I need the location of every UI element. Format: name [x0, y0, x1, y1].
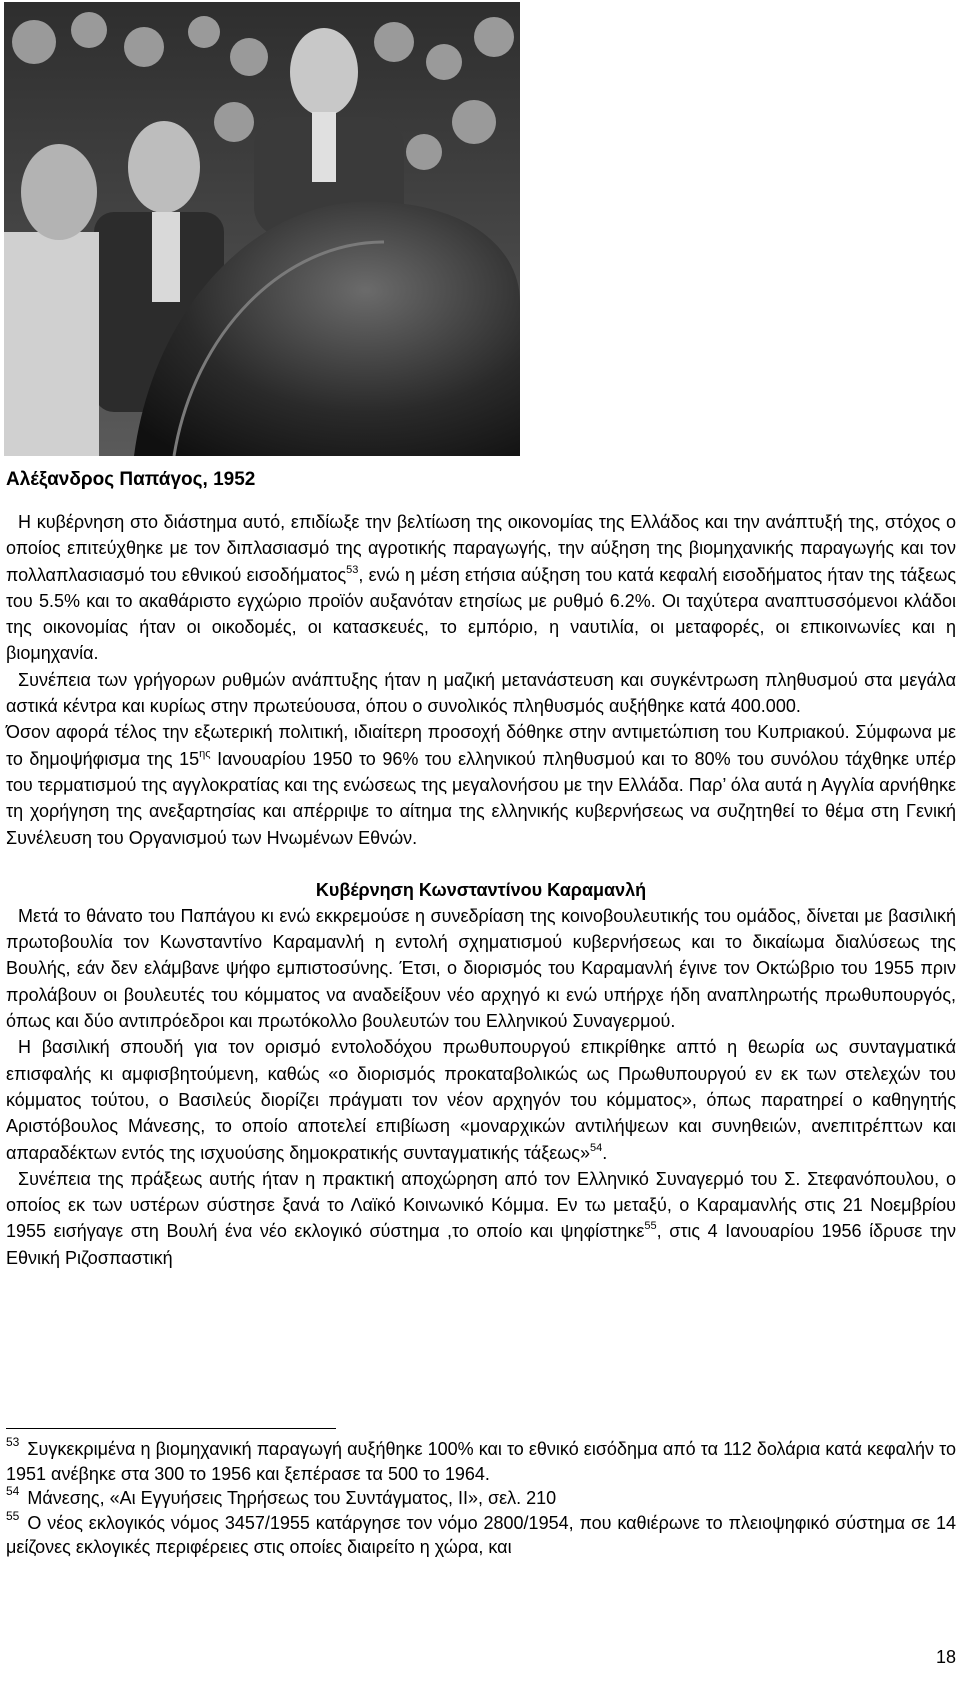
paragraph: Όσον αφορά τέλος την εξωτερική πολιτική, ιδιαίτερη προσοχή δόθηκε στην αντιμετώπιση του Κυπριακού. Σύμφωνα με το δημοψήφισμα της $15^{\eta\varsigma}$ Ιανουαρίου 1950 το 96% του ελληνικού πληθυσμού και το 80% του συνόλου τάχθηκε υπέρ του τερματισμού της αγγλοκρατίας και της ενώσεως της μεγαλονήσου με την Ελλάδα. Παρ’ όλα αυτά η Αγγλία αρνήθηκε τη χορήγηση της ανεξαρτησίας και απέρριψε το αίτημα της ελληνικής κυβερνήσεως να συζητηθεί το θέμα στη Γενική Συνέλευση του Οργανισμού των Ηνωμένων Εθνών.: [6, 722, 957, 848]
footnote-ref[interactable]: 54: [589, 1141, 603, 1154]
paragraph: Συνέπεια των γρήγορων ρυθμών ανάπτυξης ήταν η μαζική μετανάστευση και συγκέντρωση πληθυσμού στα μεγάλα αστικά κέντρα και κυρίως στην πρωτεύουσα, όπου ο συνολικός πληθυσμός αυξήθηκε κατά 400.000.: [6, 669, 956, 717]
footnote-number: 54: [6, 1484, 20, 1498]
section-heading: Κυβέρνηση Κωνσταντίνου Καραμανλή: [315, 879, 647, 900]
page-number: 18: [935, 1647, 956, 1667]
footnote-ref[interactable]: 53: [346, 563, 359, 576]
footnote-number: 55: [6, 1508, 20, 1523]
footnote-ref[interactable]: 55: [644, 1220, 657, 1233]
footnote-divider: [6, 1428, 336, 1429]
footnote-number: 53: [6, 1435, 20, 1449]
paragraph: Συνέπεια της πράξεως αυτής ήταν η πρακτική αποχώρηση από τον Ελληνικό Συναγερμό του Σ. Στεφανόπουλου, ο οποίος εκ των υστέρων σύστησε ξανά το Λαϊκό Κοινωνικό Κόμμα. Εν τω μεταξύ, ο Καραμανλής στις 21 Νοεμβρίου 1955 εισήγαγε στη Βουλή ένα νέο εκλογικό σύστημα ,το οποίο και ψηφίστηκε$^{55}$, στις 4 Ιανουαρίου 1956 ίδρυσε την Εθνική Ριζοσπαστική: [6, 1168, 956, 1268]
paragraph: Η βασιλική σπουδή για τον ορισμό εντολοδόχου πρωθυπουργού επικρίθηκε απτό η θεωρία ως συνταγματικά επισφαλής κι αμφισβητούμενη, καθώς «ο διορισμός προκαταβολικώς ως Πρωθυπουργού εν εκ των στελεχών του κόμματος τούτου, ο Βασιλεύς διορίζει πράγματι τον νέον αρχηγόν του κόμματος», όπως παρατηρεί ο καθηγητής Αριστόβουλος Μάνεσης, το οποίο αποτελεί επιβίωση «μοναρχικών αντιλήψεων και συνηθειών, ανεπιτρέπτων και απαραδέκτων εντός της ισχυούσης δημοκρατικής συνταγματικής τάξεως»$^{54}$.: [6, 1037, 956, 1163]
article-body: [6, 509, 956, 1271]
paragraph: Η κυβέρνηση στο διάστημα αυτό, επιδίωξε την βελτίωση της οικονομίας της Ελλάδος και την ανάπτυξή της, στόχος ο οποίος επιτεύχθηκε με τον διπλασιασμό της αγροτικής παραγωγής, την αύξηση της βιομηχανικής παραγωγής και τον πολλαπλασιασμό του εθνικού εισοδήματος$^{53}$, ενώ η μέση ετήσια αύξηση του κατά κεφαλή εισοδήματος ήταν της τάξεως του 5.5% και το ακαθάριστο εγχώριο προϊόν αυξανόταν ετησίως με ρυθμό 6.2%. Οι ταχύτερα αναπτυσσόμενοι κλάδοι της οικονομίας ήταν οι οικοδομές, οι κατασκευές, το εμπόριο, η ναυτιλία, οι μεταφορές, οι επικοινωνίες και η βιομηχανία.: [6, 512, 957, 664]
footnote: $^{53}$ Συγκεκριμένα η βιομηχανική παραγωγή αυξήθηκε 100% και το εθνικό εισόδημα από τα 112 δολάρια κατά κεφαλήν το 1951 ανέβηκε στα 300 το 1956 και ξεπέρασε τα 500 το 1964.: [6, 1435, 956, 1484]
photo-caption: Αλέξανδρος Παπάγος, 1952: [6, 469, 256, 490]
photograph-icon: [4, 2, 520, 456]
historical-photograph: [4, 2, 520, 456]
ordinal-suffix: ης: [199, 747, 211, 760]
footnote: $^{55}$ Ο νέος εκλογικός νόμος 3457/1955 κατάργησε τον νόμο 2800/1954, που καθιέρωνε το πλειοψηφικό σύστημα σε 14 μείζονες εκλογικές περιφέρειες στις οποίες διαιρείτο η χώρα, και: [6, 1508, 956, 1557]
footnotes: [6, 1437, 956, 1560]
footnote: $^{54}$ Μάνεσης, «Αι Εγγυήσεις Τηρήσεως του Συντάγματος, ΙΙ», σελ. 210: [6, 1484, 557, 1508]
paragraph: Μετά το θάνατο του Παπάγου κι ενώ εκκρεμούσε η συνεδρίαση της κοινοβουλευτικής του ομάδος, δίνεται με βασιλική πρωτοβουλία τον Κωνσταντίνο Καραμανλή η εντολή σχηματισμού κυβερνήσεως και το δικαίωμα διαλύσεως της Βουλής, εάν δεν ελάμβανε ψήφο εμπιστοσύνης. Έτσι, ο διορισμός του Καραμανλή έγινε τον Οκτώβριο του 1955 πριν προλάβουν οι βουλευτές του κόμματος να αναδείξουν νέο αρχηγό κι ενώ υπήρχε ήδη αναπληρωτής πρωθυπουργός, όπως και δύο αντιπρόεδροι και πρωτόκολλο βουλευτών του Ελληνικού Συναγερμού.: [6, 905, 956, 1032]
